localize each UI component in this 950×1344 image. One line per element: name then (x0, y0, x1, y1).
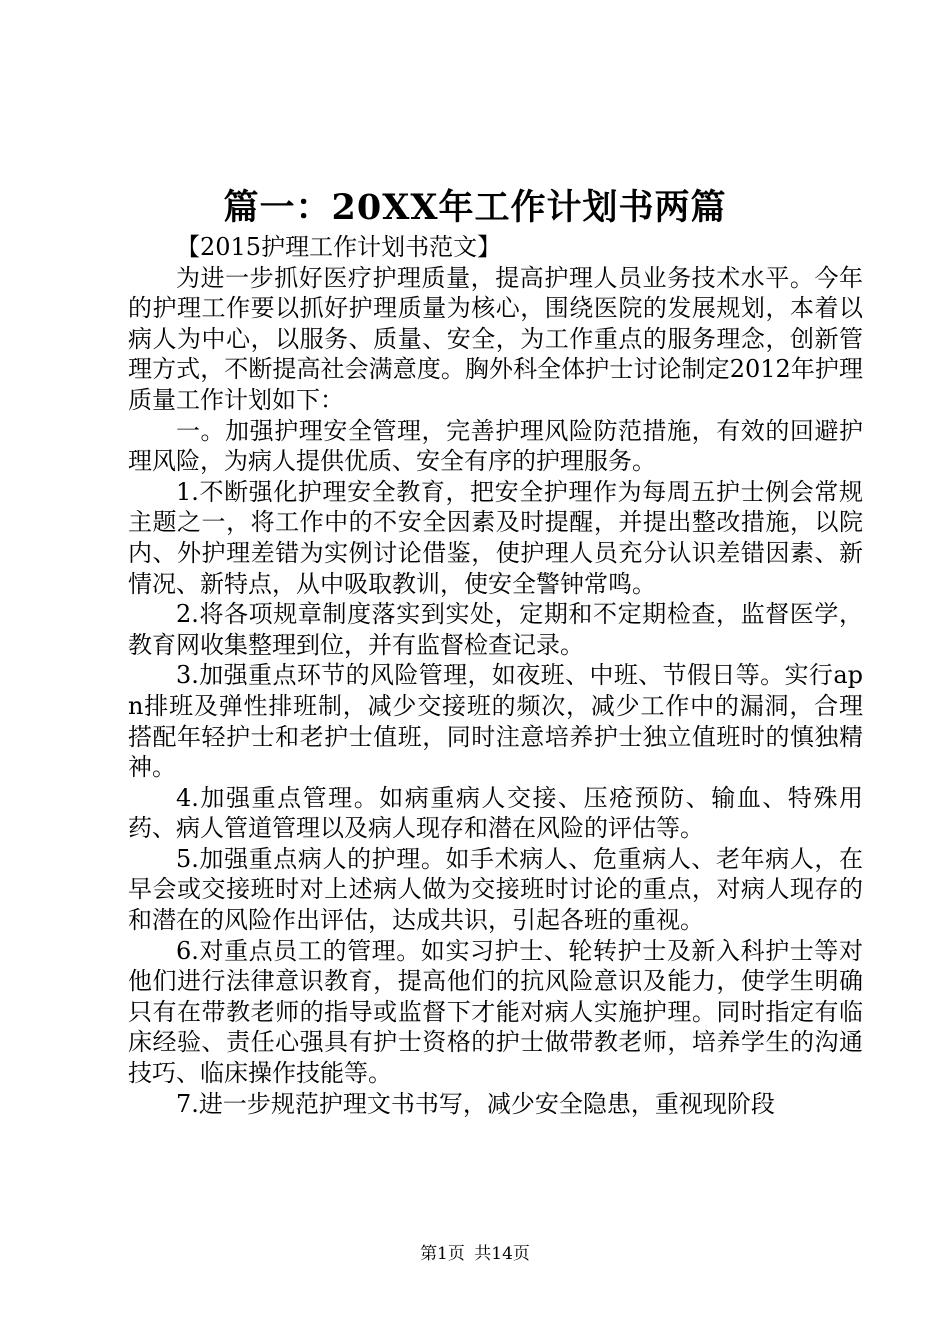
paragraph-item-4: 4.加强重点管理。如病重病人交接、压疮预防、输血、特殊用药、病人管道管理以及病人现存和潜在风险的评估等。 (128, 783, 863, 843)
paragraph-item-5: 5.加强重点病人的护理。如手术病人、危重病人、老年病人，在早会或交接班时对上述病人做为交接班时讨论的重点，对病人现存的和潜在的风险作出评估，达成共识，引起各班的重视。 (128, 844, 863, 935)
paragraph-item-1: 1.不断强化护理安全教育，把安全护理作为每周五护士例会常规主题之一，将工作中的不安全因素及时提醒，并提出整改措施，以院内、外护理差错为实例讨论借鉴，使护理人员充分认识差错因素、新情况、新特点，从中吸取教训，使安全警钟常鸣。 (128, 477, 863, 598)
section-heading: 【2015护理工作计划书范文】 (176, 233, 502, 261)
paragraph-item-2: 2.将各项规章制度落实到实处，定期和不定期检查，监督医学，教育网收集整理到位，并有监督检查记录。 (128, 600, 863, 659)
document-title: 篇一：20XX年工作计划书两篇 (223, 187, 727, 228)
paragraph-item-3: 3.加强重点环节的风险管理，如夜班、中班、节假日等。实行apn排班及弹性排班制，减少交接班的频次，减少工作中的漏洞，合理搭配年轻护士和老护士值班，同时注意培养护士独立值班时的慎独精神。 (128, 661, 863, 782)
paragraph-item-main: 一。加强护理安全管理，完善护理风险防范措施，有效的回避护理风险，为病人提供优质、安全有序的护理服务。 (128, 416, 863, 476)
paragraph-item-7: 7.进一步规范护理文书书写，减少安全隐患，重视现阶段 (176, 1089, 775, 1118)
page-total: 共14页 (474, 1244, 530, 1264)
page-number: 第1页 (420, 1244, 465, 1264)
document-body (128, 232, 863, 1119)
paragraph-item-6: 6.对重点员工的管理。如实习护士、轮转护士及新入科护士等对他们进行法律意识教育，提高他们的抗风险意识及能力，使学生明确只有在带教老师的指导或监督下才能对病人实施护理。同时指定有临床经验、责任心强具有护士资格的护士做带教老师，培养学生的沟通技巧、临床操作技能等。 (128, 936, 863, 1088)
page-footer (0, 1242, 950, 1266)
paragraph-intro: 为进一步抓好医疗护理质量，提高护理人员业务技术水平。今年的护理工作要以抓好护理质量为核心，围绕医院的发展规划，本着以病人为中心，以服务、质量、安全，为工作重点的服务理念，创新管理方式，不断提高社会满意度。胸外科全体护士讨论制定2012年护理质量工作计划如下： (128, 263, 863, 414)
